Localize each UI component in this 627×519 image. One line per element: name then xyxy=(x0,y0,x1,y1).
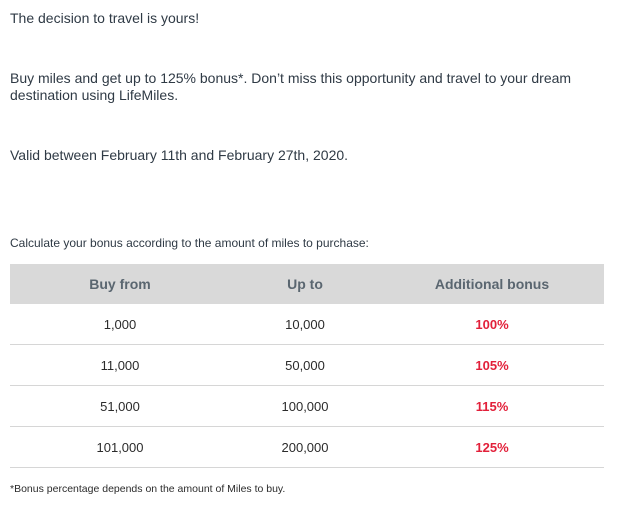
bonus-table xyxy=(10,264,604,468)
header-additional-bonus: Additional bonus xyxy=(380,264,604,304)
table-row xyxy=(10,304,604,345)
cell-bonus: 105% xyxy=(380,345,604,386)
cell-bonus: 125% xyxy=(380,427,604,468)
table-row xyxy=(10,345,604,386)
calculate-intro-text: Calculate your bonus according to the amount of miles to purchase: xyxy=(10,236,369,250)
validity-text: Valid between February 11th and February 27th, 2020. xyxy=(10,147,349,163)
cell-buy-from: 1,000 xyxy=(10,304,230,345)
cell-up-to: 100,000 xyxy=(230,386,380,427)
cell-bonus: 115% xyxy=(380,386,604,427)
table-row xyxy=(10,427,604,468)
table-row xyxy=(10,386,604,427)
footnote-text: *Bonus percentage depends on the amount of Miles to buy. xyxy=(10,483,286,495)
header-buy-from: Buy from xyxy=(10,264,230,304)
cell-up-to: 50,000 xyxy=(230,345,380,386)
table-header-row xyxy=(10,264,604,304)
offer-text: Buy miles and get up to 125% bonus*. Don’t miss this opportunity and travel to your dream destination using LifeMiles. xyxy=(10,70,572,103)
cell-buy-from: 101,000 xyxy=(10,427,230,468)
heading-text: The decision to travel is yours! xyxy=(10,10,200,26)
cell-up-to: 10,000 xyxy=(230,304,380,345)
cell-up-to: 200,000 xyxy=(230,427,380,468)
cell-bonus: 100% xyxy=(380,304,604,345)
header-up-to: Up to xyxy=(230,264,380,304)
cell-buy-from: 51,000 xyxy=(10,386,230,427)
cell-buy-from: 11,000 xyxy=(10,345,230,386)
